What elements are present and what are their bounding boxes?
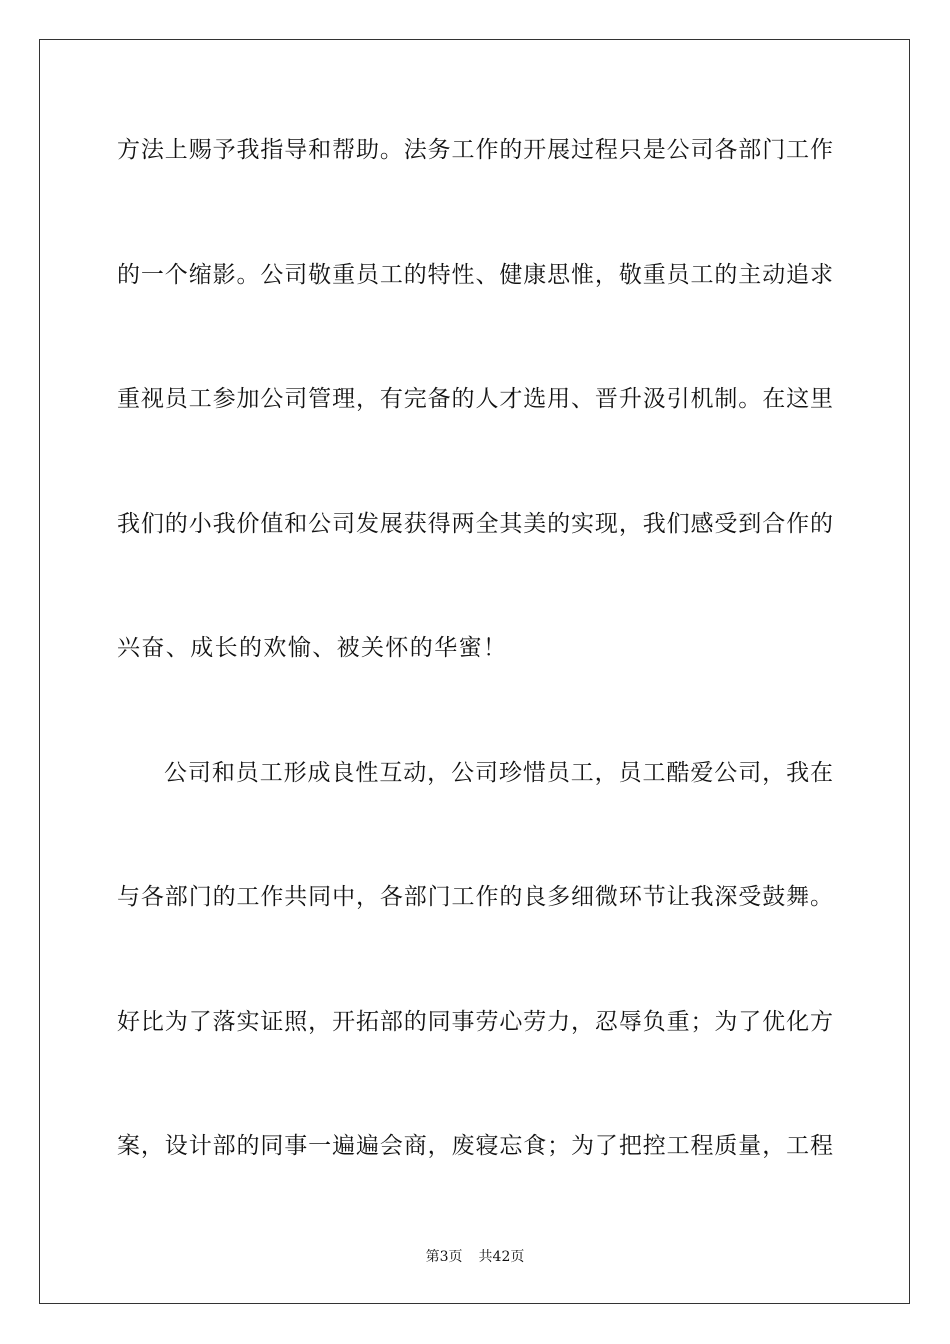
paragraph-first-line: 公司和员工形成良性互动，公司珍惜员工，员工酷爱公司，我在 <box>164 760 833 786</box>
text-line: 方法上赐予我指导和帮助。法务工作的开展过程只是公司各部门工作 <box>117 137 833 163</box>
page-number: 第3页 <box>425 1249 463 1265</box>
page-footer <box>0 1248 950 1266</box>
page-border <box>39 39 910 1304</box>
text-line: 重视员工参加公司管理，有完备的人才选用、晋升汲引机制。在这里 <box>117 386 833 412</box>
page-total: 共42页 <box>478 1249 525 1265</box>
text-line: 案，设计部的同事一遍遍会商，废寝忘食；为了把控工程质量，工程 <box>117 1133 833 1159</box>
text-line: 我们的小我价值和公司发展获得两全其美的实现，我们感受到合作的 <box>117 511 833 537</box>
text-line: 好比为了落实证照，开拓部的同事劳心劳力，忍辱负重；为了优化方 <box>117 1009 833 1035</box>
text-line: 与各部门的工作共同中，各部门工作的良多细微环节让我深受鼓舞。 <box>117 884 833 910</box>
text-line: 的一个缩影。公司敬重员工的特性、健康思惟，敬重员工的主动追求 <box>117 262 833 288</box>
text-line: 兴奋、成长的欢愉、被关怀的华蜜！ <box>117 635 508 661</box>
